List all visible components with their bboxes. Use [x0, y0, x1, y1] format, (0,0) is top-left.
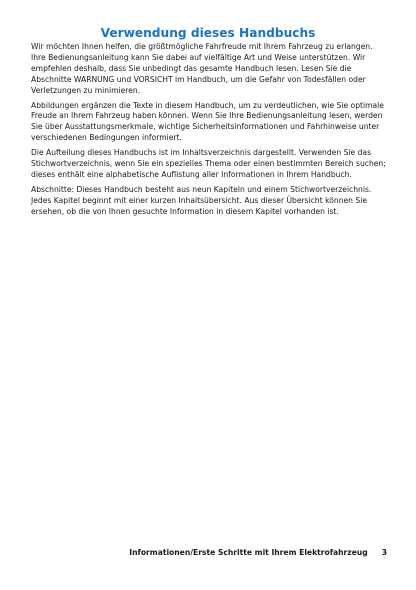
page-title: Verwendung dieses Handbuchs: [100, 26, 316, 40]
paragraph-structure: Die Aufteilung dieses Handbuchs ist im Inhaltsverzeichnis dargestellt. Verwenden Sie das Stichwortverzeichnis, wenn Sie ein spezielles Thema oder einen bestimmten Bereich suchen; dieses enthält eine alphabetische Auflistung aller Informationen in Ihrem Handbuch.: [31, 148, 386, 179]
paragraph-intro: Wir möchten Ihnen helfen, die größtmögliche Fahrfreude mit Ihrem Fahrzeug zu erlangen. Ihre Bedienungsanleitung kann Sie dabei auf vielfältige Art und Weise unterstützen. Wir empfehlen deshalb, dass Sie unbedingt das gesamte Handbuch lesen. Lesen Sie die Abschnitte WARNUNG und VORSICHT im Handbuch, um die Gefahr von Todesfällen oder Verletzungen zu minimieren.: [31, 42, 373, 95]
page-footer: [0, 548, 387, 557]
paragraph-sections: Abschnitte: Dieses Handbuch besteht aus neun Kapiteln und einem Stichwortverzeichnis. Jedes Kapitel beginnt mit einer kurzen Inhaltsübersicht. Aus dieser Übersicht können Sie ersehen, ob die von Ihnen gesuchte Information in diesem Kapitel vorhanden ist.: [31, 184, 372, 216]
page-number: 3: [381, 548, 387, 557]
body-text: [31, 42, 387, 222]
footer-section-title: Informationen/Erste Schritte mit Ihrem Elektrofahrzeug: [129, 548, 368, 557]
paragraph-illustrations: Abbildungen ergänzen die Texte in diesem Handbuch, um zu verdeutlichen, wie Sie optimale Freude an Ihrem Fahrzeug haben können. Wenn Sie Ihre Bedienungsanleitung lesen, werden Sie über Ausstattungsmerkmale, wichtige Sicherheitsinformationen und Fahrhinweise unter verschiedenen Bedingungen informiert.: [31, 100, 384, 143]
